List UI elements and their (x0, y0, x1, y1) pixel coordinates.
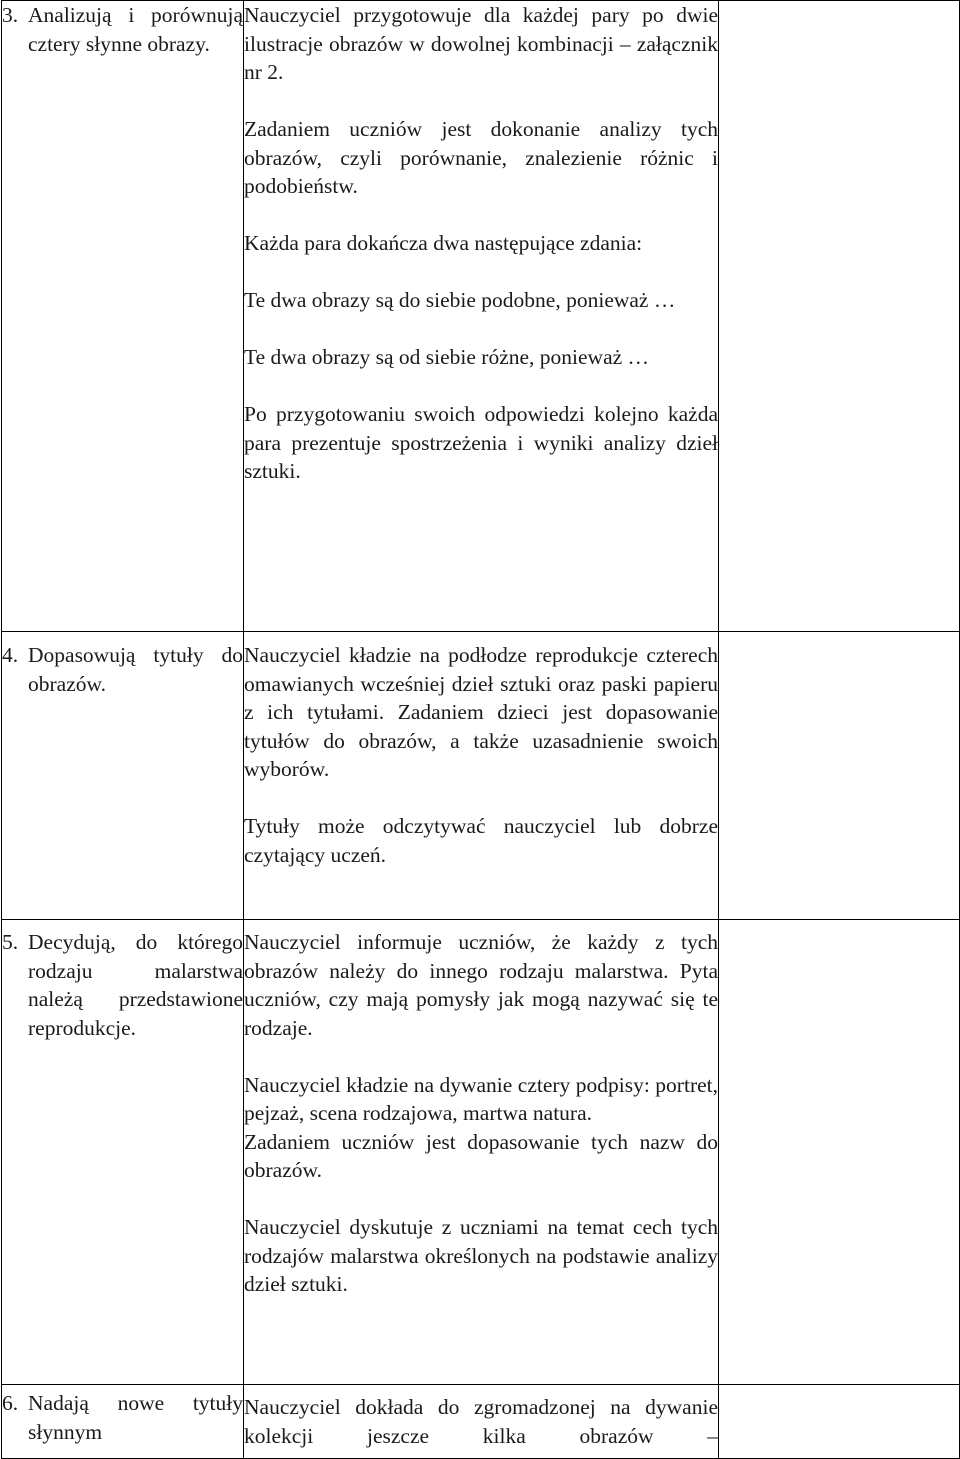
paragraph: Zadaniem uczniów jest dopasowanie tych nazw do obrazów. (244, 1129, 718, 1182)
step-cell (2, 1385, 244, 1459)
table-row (2, 920, 960, 1385)
paragraph: Tytuły może odczytywać nauczyciel lub dobrze czytający uczeń. (244, 814, 718, 867)
paragraph: Po przygotowaniu swoich odpowiedzi kolejno każda para prezentuje spostrzeżenia i wyniki analizy dzieł sztuki. (244, 402, 718, 483)
step-title: Nadają nowe tytuły słynnym (28, 1391, 243, 1444)
step-number: 6. (2, 1391, 19, 1415)
paragraph: Nauczyciel informuje uczniów, że każdy z tych obrazów należy do innego rodzaju malarstwa. Pyta uczniów, czy mają pomysły jak mogą nazywać się te rodzaje. (244, 930, 718, 1040)
notes-cell (719, 1385, 960, 1459)
paragraph: Te dwa obrazy są do siebie podobne, ponieważ … (244, 288, 676, 312)
step-title: Analizują i porównują cztery słynne obrazy. (28, 3, 243, 56)
paragraph: Nauczyciel dokłada do zgromadzonej na dywanie kolekcji jeszcze kilka obrazów – (244, 1395, 718, 1448)
paragraph: Nauczyciel kładzie na dywanie cztery podpisy: portret, pejzaż, scena rodzajowa, martwa natura. (244, 1072, 718, 1125)
paragraph: Te dwa obrazy są od siebie różne, ponieważ … (244, 345, 650, 369)
notes-cell (719, 1, 960, 632)
paragraph: Zadaniem uczniów jest dokonanie analizy tych obrazów, czyli porównanie, znalezienie różnic i podobieństw. (244, 117, 718, 198)
paragraph: Nauczyciel kładzie na podłodze reprodukcje czterech omawianych wcześniej dzieł sztuki oraz paski papieru z ich tytułami. Zadaniem dzieci jest dopasowanie tytułów do obrazów, a także uzasadnienie swoich wyborów. (244, 643, 718, 781)
table-row (2, 1385, 960, 1459)
description-cell (244, 632, 719, 920)
step-title: Decydują, do którego rodzaju malarstwa należą przedstawione reprodukcje. (28, 930, 243, 1040)
step-cell (2, 920, 244, 1385)
lesson-plan-table (1, 0, 960, 1459)
paragraph: Każda para dokańcza dwa następujące zdania: (244, 231, 643, 255)
table-row (2, 632, 960, 920)
step-title: Dopasowują tytuły do obrazów. (28, 643, 243, 696)
paragraph: Nauczyciel przygotowuje dla każdej pary po dwie ilustracje obrazów w dowolnej kombinacji – załącznik nr 2. (244, 3, 718, 84)
step-cell (2, 1, 244, 632)
notes-cell (719, 920, 960, 1385)
step-cell (2, 632, 244, 920)
description-cell (244, 920, 719, 1385)
paragraph: Nauczyciel dyskutuje z uczniami na temat cech tych rodzajów malarstwa określonych na podstawie analizy dzieł sztuki. (244, 1215, 718, 1296)
step-number: 5. (2, 930, 19, 954)
table-row (2, 1, 960, 632)
description-cell (244, 1385, 719, 1459)
step-number: 4. (2, 643, 19, 667)
step-number: 3. (2, 3, 19, 27)
description-cell (244, 1, 719, 632)
notes-cell (719, 632, 960, 920)
